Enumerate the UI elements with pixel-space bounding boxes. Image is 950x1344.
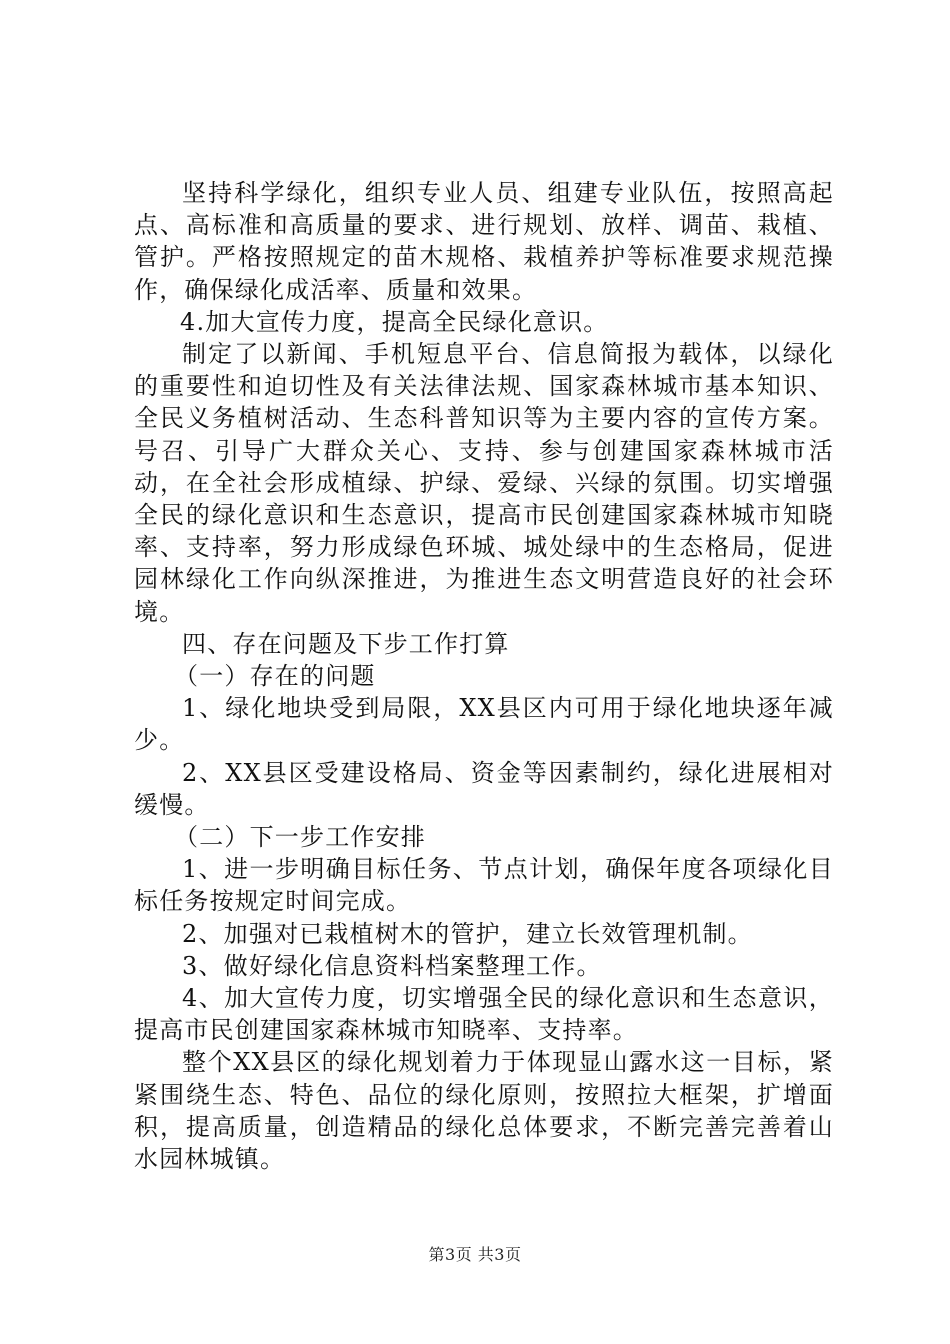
next-step-item-2: 2、加强对已栽植树木的管护，建立长效管理机制。 xyxy=(182,919,753,948)
next-step-item-1: 1、进一步明确目标任务、节点计划，确保年度各项绿化目标任务按规定时间完成。 xyxy=(134,855,834,916)
paragraph-scientific-greening: 坚持科学绿化，组织专业人员、组建专业队伍，按照高起点、高标准和高质量的要求、进行规划、放样、调苗、栽植、管护。严格按照规定的苗木规格、栽植养护等标准要求规范操作，确保绿化成活率、质量和效果。 xyxy=(134,179,834,304)
subheading-existing-problems: （一）存在的问题 xyxy=(174,662,376,691)
next-step-item-3: 3、做好绿化信息资料档案整理工作。 xyxy=(182,951,602,980)
section-heading-problems-and-plans: 四、存在问题及下步工作打算 xyxy=(182,629,510,658)
document-body xyxy=(134,177,834,1175)
section-heading-publicity: 4.加大宣传力度，提高全民绿化意识。 xyxy=(180,307,609,336)
problem-item-1: 1、绿化地块受到局限，XX县区内可用于绿化地块逐年减少。 xyxy=(134,694,834,755)
subheading-next-steps: （二）下一步工作安排 xyxy=(174,823,426,852)
paragraph-publicity-plan: 制定了以新闻、手机短息平台、信息简报为载体，以绿化的重要性和迫切性及有关法律法规、国家森林城市基本知识、全民义务植树活动、生态科普知识等为主要内容的宣传方案。号召、引导广大群众关心、支持、参与创建国家森林城市活动，在全社会形成植绿、护绿、爱绿、兴绿的氛围。切实增强全民的绿化意识和生态意识，提高市民创建国家森林城市知晓率、支持率，努力形成绿色环城、城处绿中的生态格局，促进园林绿化工作向纵深推进，为推进生态文明营造良好的社会环境。 xyxy=(134,340,834,626)
page-number-footer: 第3页 共3页 xyxy=(428,1245,522,1264)
next-step-item-4: 4、加大宣传力度，切实增强全民的绿化意识和生态意识，提高市民创建国家森林城市知晓率、支持率。 xyxy=(134,984,834,1045)
paragraph-conclusion: 整个XX县区的绿化规划着力于体现显山露水这一目标，紧紧围绕生态、特色、品位的绿化原则，按照拉大框架，扩增面积，提高质量，创造精品的绿化总体要求，不断完善完善着山水园林城镇。 xyxy=(134,1048,834,1174)
problem-item-2: 2、XX县区受建设格局、资金等因素制约，绿化进展相对缓慢。 xyxy=(134,758,834,819)
